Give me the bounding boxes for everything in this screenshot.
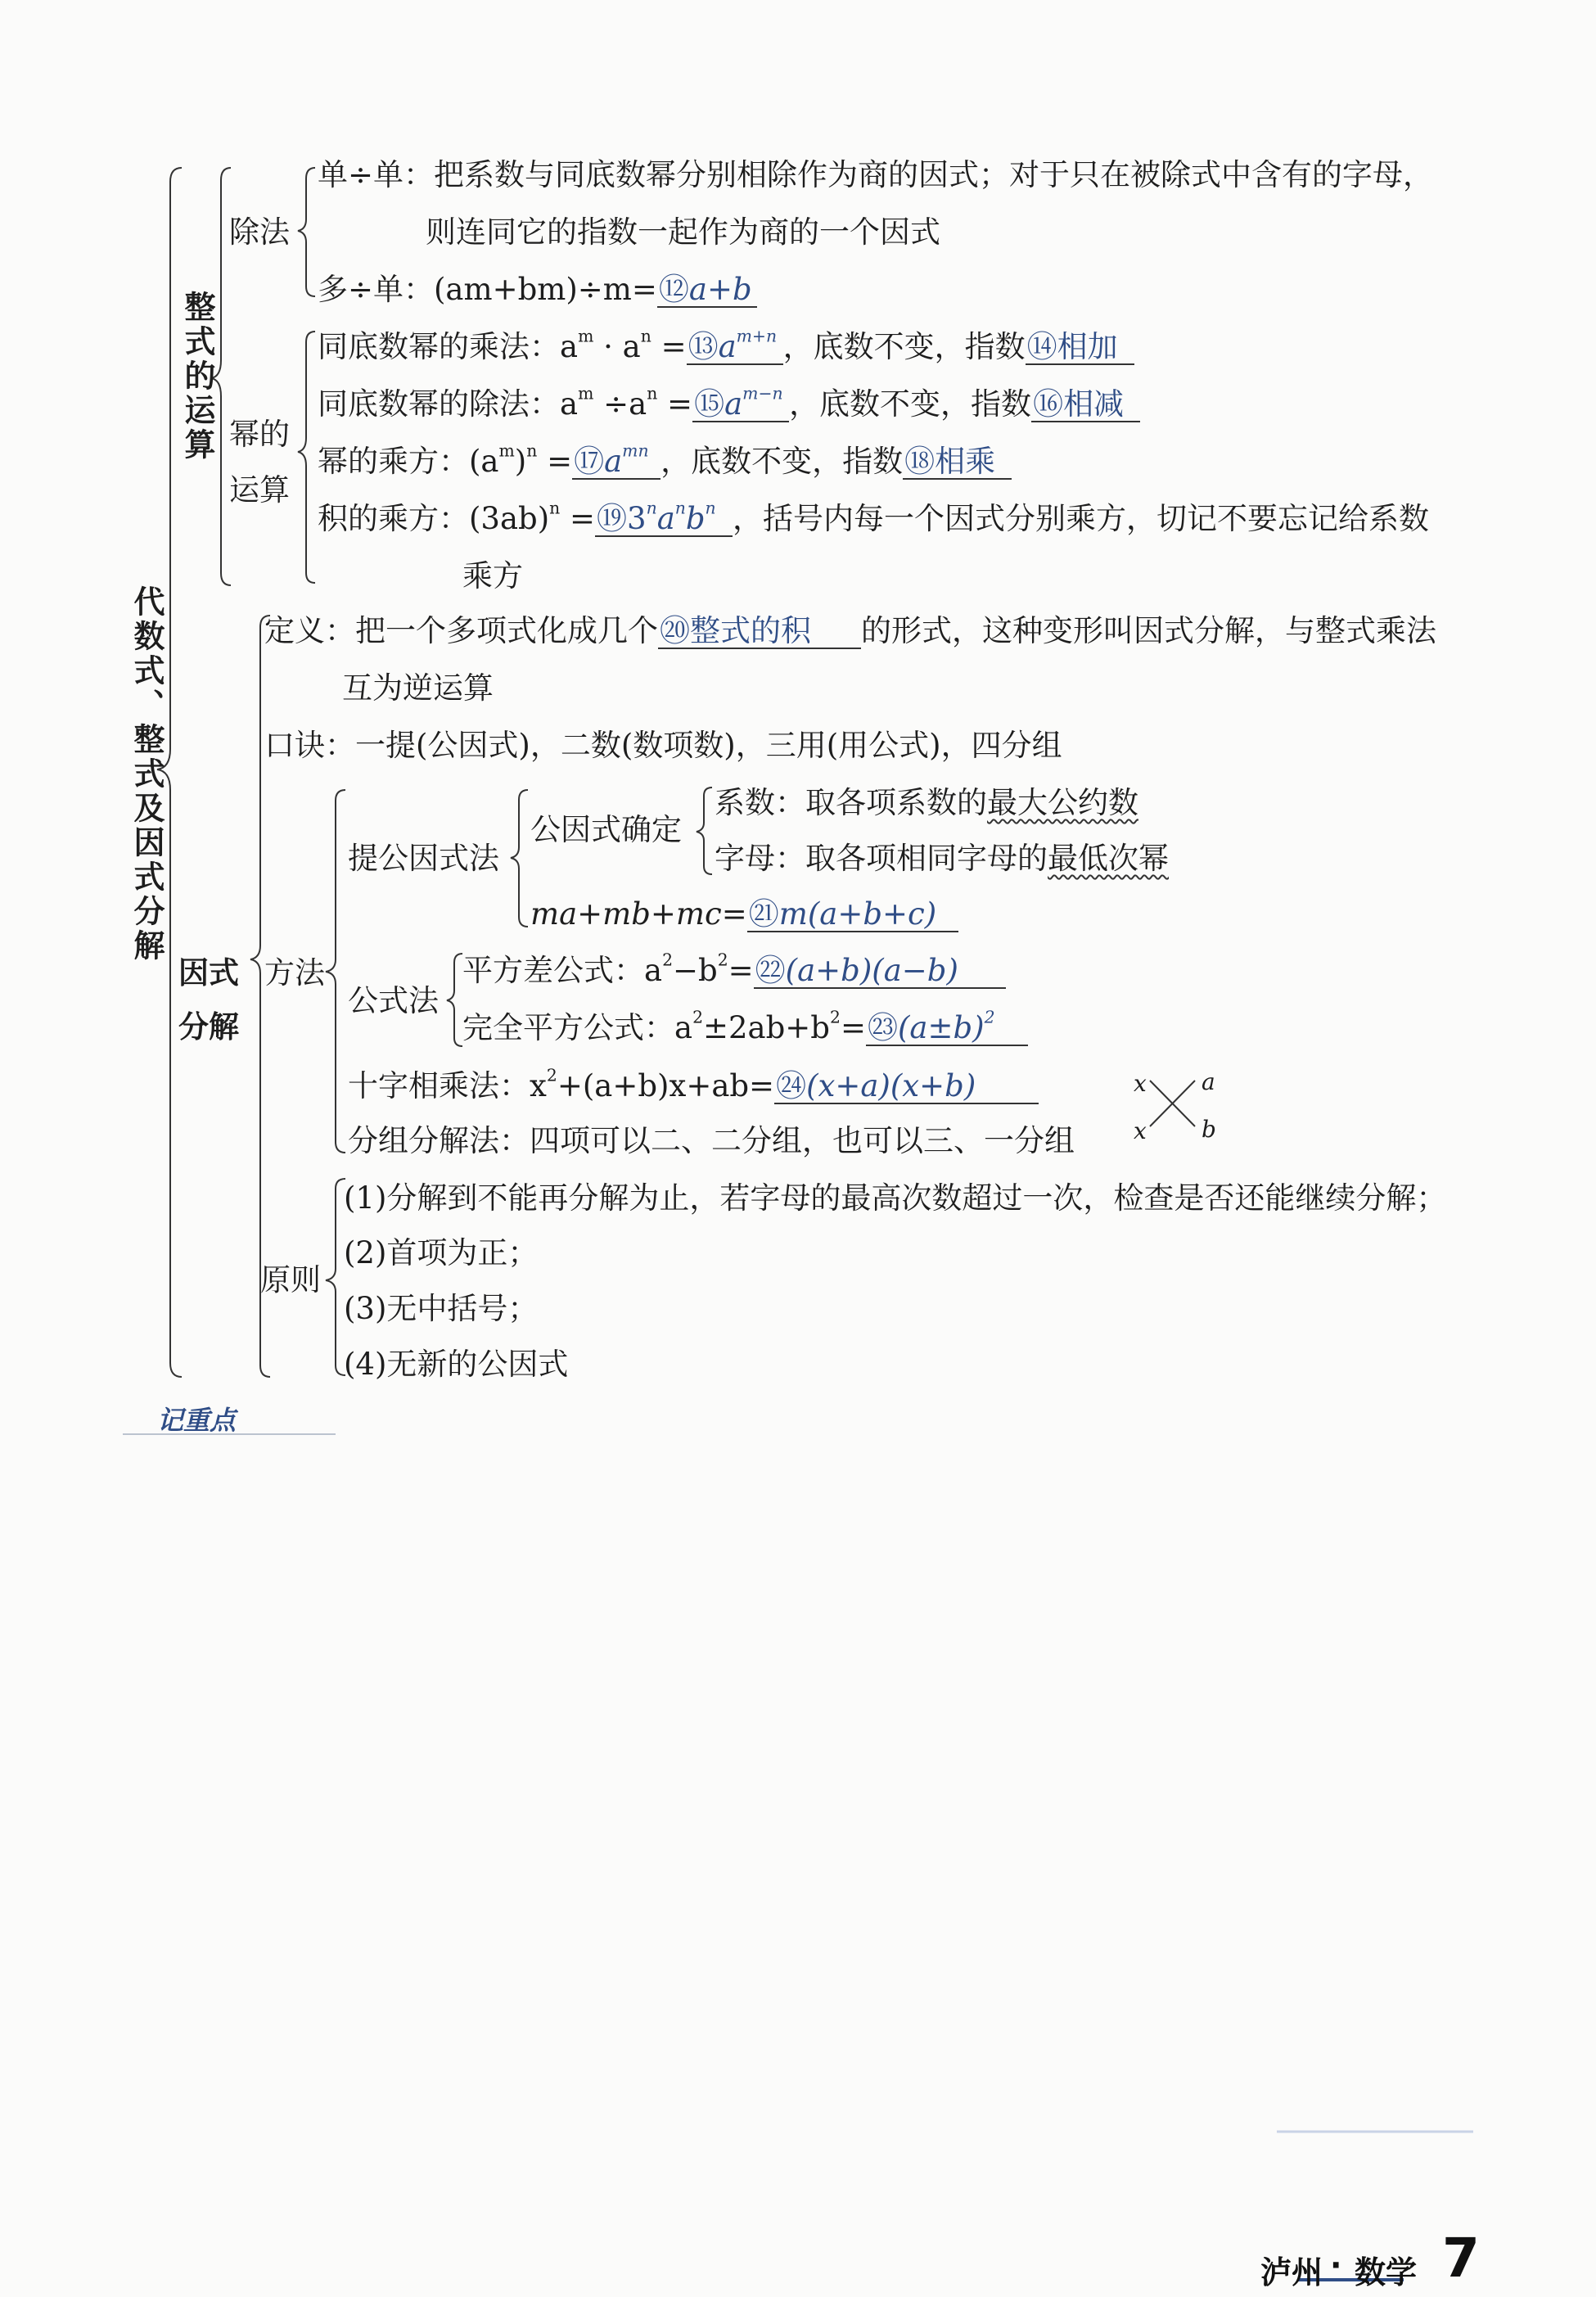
- principle-item: (2)首项为正；: [344, 1235, 539, 1270]
- factor-definition-line2: 互为逆运算: [342, 670, 494, 706]
- footer-subject: 数学: [1355, 2254, 1418, 2290]
- page-number: 7: [1442, 2227, 1480, 2290]
- power-pow-line: 幂的乘方：$(a^m)^n$ $=⑰a^{mn}$ ，底数不变，指数⑱相乘: [318, 446, 1012, 480]
- division-poly-line: 多÷单：(am+bm)÷m=⑫a+b: [318, 274, 757, 308]
- formula-method-label: 公式法: [348, 983, 439, 1018]
- cross-a: a: [1202, 1068, 1215, 1095]
- formula-diff-squares: 平方差公式：$a^2-b^2=㉒(a+b)(a-b)$: [462, 955, 1006, 989]
- power-label-2: 运算: [229, 472, 290, 508]
- division-mono-line2: 则连同它的指数一起作为商的一个因式: [426, 214, 940, 250]
- factor-label-2: 分解: [178, 1009, 239, 1045]
- power-prod-line: 积的乘方：$(3ab)^n$ $=⑲3^na^nb^n$ ，括号内每一个因式分别乘方，切记不要忘记给系数: [318, 498, 1430, 536]
- extract-formula: ma+mb+mc=㉑m(a+b+c): [530, 899, 958, 932]
- method-label: 方法: [264, 955, 325, 991]
- cross-method-line: 十字相乘法：$x^2+(a+b)x+ab=㉔(x+a)(x+b)$: [348, 1071, 1039, 1104]
- principle-item: (1)分解到不能再分解为止，若字母的最高次数超过一次，检查是否还能继续分解；: [344, 1180, 1447, 1216]
- power-div-line: 同底数幂的除法：$a^m \div a^n$ $=⑮a^{m-n}$ ，底数不变，指数⑯相减: [318, 389, 1140, 422]
- root-label: 代数式、整式及因式分解: [128, 585, 165, 963]
- formula-perfect-square: 完全平方公式：$a^2\pm 2ab+b^2=㉓(a\pm b)^2$: [462, 1013, 1028, 1046]
- notes-label: 记重点: [157, 1405, 237, 1436]
- group-method: 分组分解法：四项可以二、二分组，也可以三、一分组: [348, 1123, 1075, 1158]
- extract-label: 提公因式法: [348, 841, 499, 876]
- power-mul-line: 同底数幂的乘法：$a^m \cdot a^n$ $=⑬a^{m+n}$ ，底数不变，指数⑭相加: [318, 332, 1134, 365]
- extract-letter: 字母：取各项相同字母的最低次幂: [715, 841, 1169, 876]
- principle-item: (4)无新的公因式: [344, 1347, 569, 1382]
- extract-determine: 公因式确定: [530, 812, 682, 847]
- division-label: 除法: [229, 214, 290, 250]
- principle-label: 原则: [260, 1262, 321, 1297]
- factor-mnemonic: 口诀：一提(公因式)，二数(数项数)，三用(用公式)，四分组: [264, 728, 1062, 763]
- power-prod-line2: 乘方: [462, 558, 523, 593]
- division-mono-line1: 单÷单：把系数与同底数幂分别相除作为商的因式；对于只在被除式中含有的字母，: [318, 157, 1433, 192]
- cross-b: b: [1202, 1116, 1216, 1143]
- cross-x2: x: [1134, 1117, 1147, 1144]
- cross-x1: x: [1134, 1070, 1147, 1097]
- factor-definition-line: 定义：把一个多项式化成几个⑳整式的积 的形式，这种变形叫因式分解，与整式乘法: [264, 613, 1436, 648]
- power-label-1: 幂的: [229, 417, 290, 452]
- footer-city: 泸州: [1260, 2254, 1323, 2290]
- principle-item: (3)无中括号；: [344, 1291, 539, 1326]
- extract-coefficient: 系数：取各项系数的最大公约数: [715, 785, 1138, 820]
- factor-label-1: 因式: [178, 955, 239, 991]
- footer-dot: ·: [1330, 2247, 1342, 2283]
- ops-label: 整式的运算: [179, 291, 215, 463]
